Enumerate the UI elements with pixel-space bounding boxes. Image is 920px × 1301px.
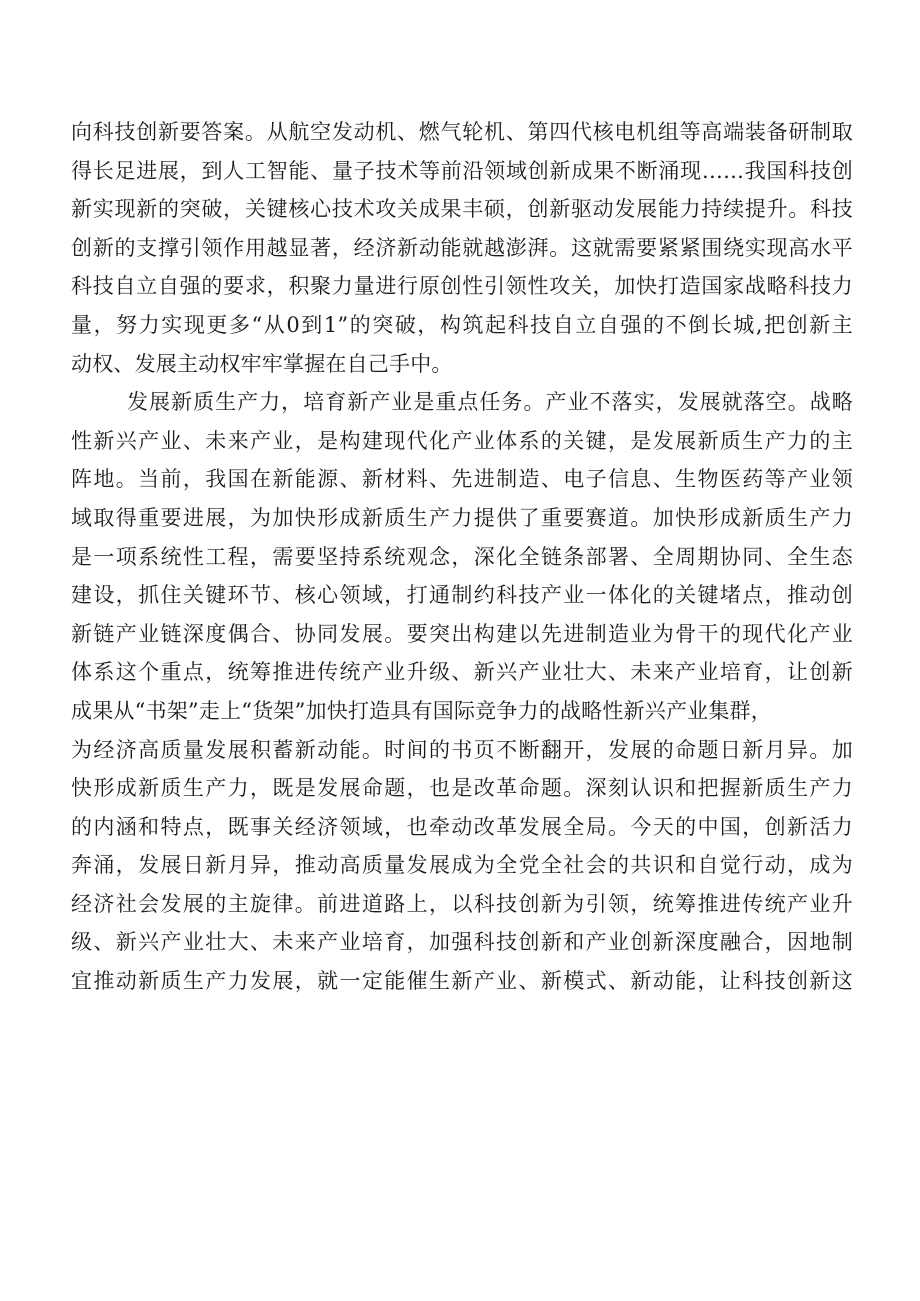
text-line: 量，努力实现更多“从0到1”的突破，构筑起科技自立自强的不倒长城,把创新主 <box>71 312 853 337</box>
text-line: 阵地。当前，我国在新能源、新材料、先进制造、电子信息、生物医药等产业领 <box>71 467 853 492</box>
text-line: 得长足进展，到人工智能、量子技术等前沿领域创新成果不断涌现……我国科技创 <box>71 158 853 183</box>
text-line: 成果从“书架”走上“货架”加快打造具有国际竞争力的战略性新兴产业集群， <box>71 698 772 723</box>
text-line: 新实现新的突破，关键核心技术攻关成果丰硕，创新驱动发展能力持续提升。科技 <box>71 197 853 222</box>
text-line: 体系这个重点，统筹推进传统产业升级、新兴产业壮大、未来产业培育，让创新 <box>71 660 853 685</box>
text-line: 级、新兴产业壮大、未来产业培育，加强科技创新和产业创新深度融合，因地制 <box>71 930 853 955</box>
text-line: 性新兴产业、未来产业，是构建现代化产业体系的关键，是发展新质生产力的主 <box>71 428 853 453</box>
text-line: 动权、发展主动权牢牢掌握在自己手中。 <box>71 351 453 376</box>
text-line: 创新的支撑引领作用越显著，经济新动能就越澎湃。这就需要紧紧围绕实现高水平 <box>71 235 853 260</box>
document-body <box>71 113 853 1001</box>
text-line: 科技自立自强的要求，积聚力量进行原创性引领性攻关，加快打造国家战略科技力 <box>71 274 853 299</box>
text-line: 快形成新质生产力，既是发展命题，也是改革命题。深刻认识和把握新质生产力 <box>71 776 853 801</box>
text-line: 宜推动新质生产力发展，就一定能催生新产业、新模式、新动能，让科技创新这 <box>71 969 853 994</box>
text-line: 新链产业链深度偶合、协同发展。要突出构建以先进制造业为骨干的现代化产业 <box>71 621 853 646</box>
text-line: 是一项系统性工程，需要坚持系统观念，深化全链条部署、全周期协同、全生态 <box>71 544 853 569</box>
text-line: 为经济高质量发展积蓄新动能。时间的书页不断翻开，发展的命题日新月异。加 <box>71 737 853 762</box>
text-line: 发展新质生产力，培育新产业是重点任务。产业不落实，发展就落空。战略 <box>127 390 853 415</box>
text-line: 经济社会发展的主旋律。前进道路上，以科技创新为引领，统筹推进传统产业升 <box>71 891 853 916</box>
text-line: 向科技创新要答案。从航空发动机、燃气轮机、第四代核电机组等高端装备研制取 <box>71 120 853 144</box>
text-line: 域取得重要进展，为加快形成新质生产力提供了重要赛道。加快形成新质生产力 <box>71 505 853 530</box>
text-line: 建设，抓住关键环节、核心领域，打通制约科技产业一体化的关键堵点，推动创 <box>71 583 853 608</box>
text-line: 的内涵和特点，既事关经济领域，也牵动改革发展全局。今天的中国，创新活力 <box>71 814 853 839</box>
text-line: 奔涌，发展日新月异，推动高质量发展成为全党全社会的共识和自觉行动，成为 <box>71 853 853 878</box>
